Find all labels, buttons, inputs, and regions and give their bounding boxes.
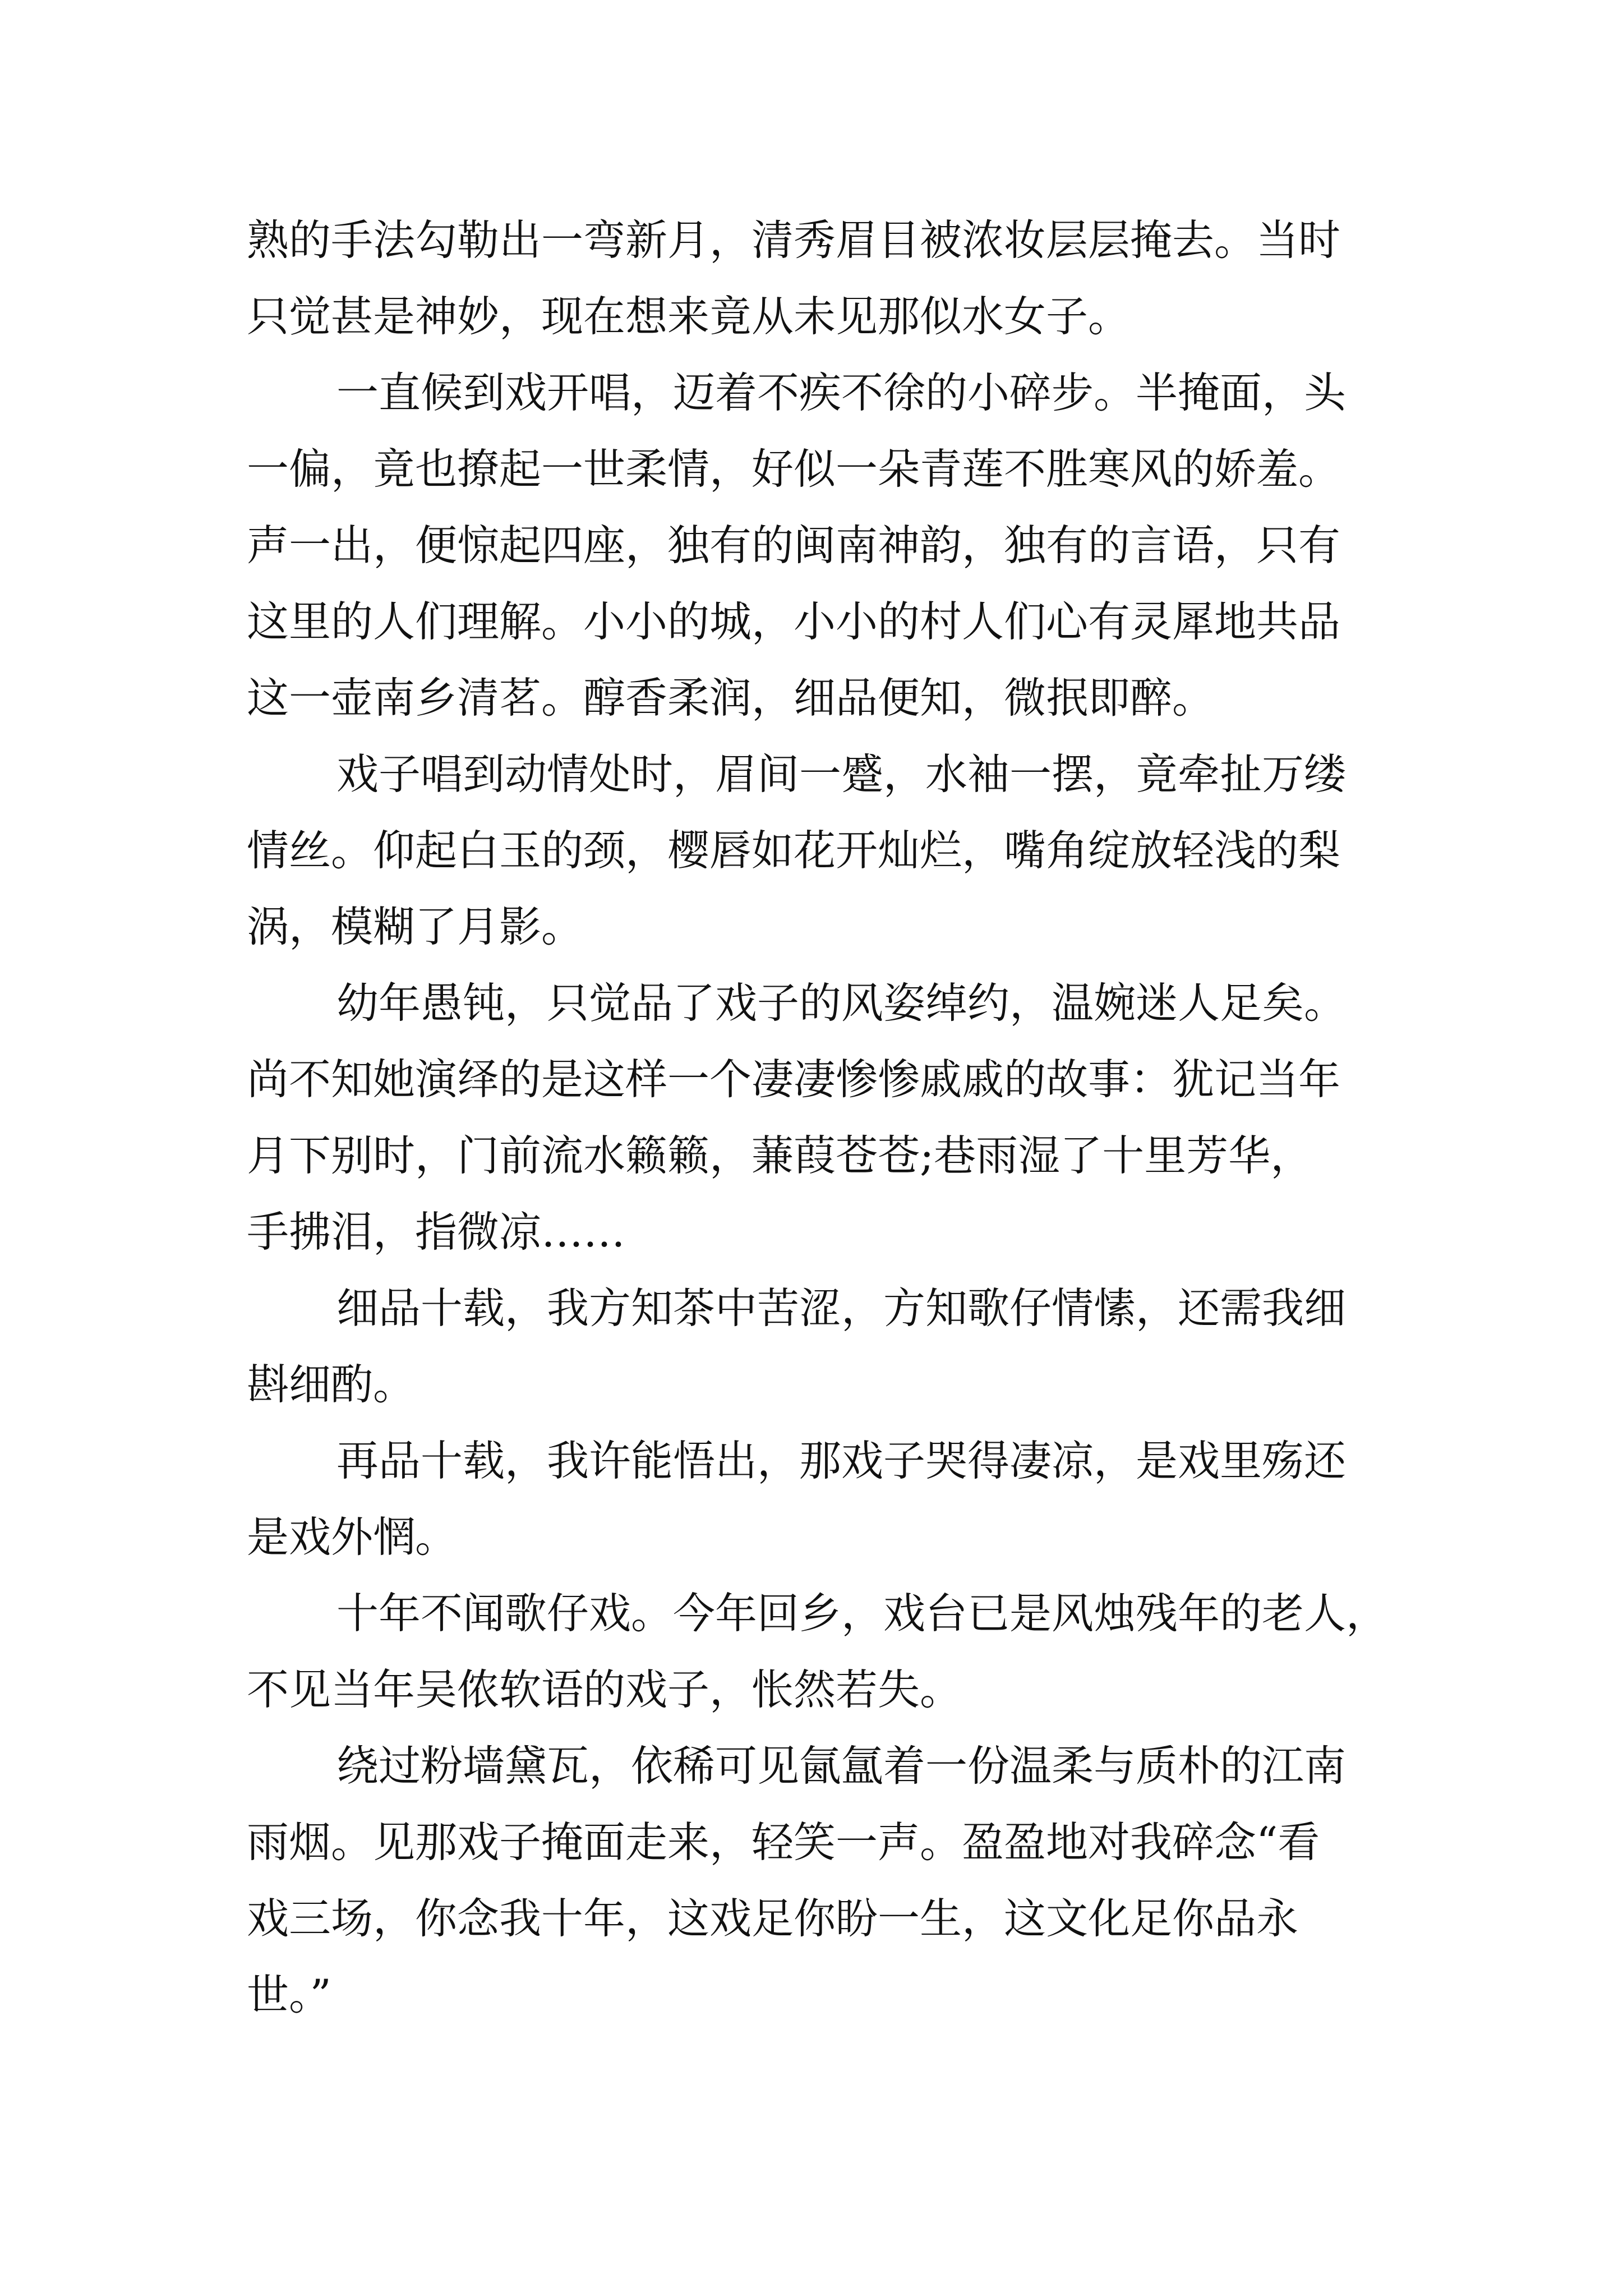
text-line: 再品十载，我许能悟出，那戏子哭得凄凉，是戏里殇还 [336, 1436, 1347, 1485]
text-line: 一偏，竟也撩起一世柔情，好似一朵青莲不胜寒风的娇羞。 [247, 444, 1341, 494]
text-line: 尚不知她演绎的是这样一个凄凄惨惨戚戚的故事：犹记当年 [247, 1055, 1341, 1104]
essay-body [247, 202, 1402, 2033]
text-line: 只觉甚是神妙，现在想来竟从未见那似水女子。 [247, 292, 1131, 341]
text-line: 是戏外惘。 [247, 1512, 458, 1562]
text-line: 情丝。仰起白玉的颈，樱唇如花开灿烂，嘴角绽放轻浅的梨 [247, 826, 1341, 875]
text-line: 幼年愚钝，只觉品了戏子的风姿绰约，温婉迷人足矣。 [336, 978, 1347, 1028]
text-line: 涡，模糊了月影。 [247, 902, 584, 951]
text-line: 细品十载，我方知茶中苦涩，方知歌仔情愫，还需我细 [336, 1283, 1347, 1333]
text-line: 声一出，便惊起四座，独有的闽南神韵，独有的言语，只有 [247, 521, 1341, 570]
text-line: 不见当年吴侬软语的戏子，怅然若失。 [247, 1665, 962, 1714]
text-line: 戏子唱到动情处时，眉间一蹙，水袖一摆，竟牵扯万缕 [336, 749, 1347, 799]
text-line: 斟细酌。 [247, 1360, 416, 1409]
text-line: 这里的人们理解。小小的城，小小的村人们心有灵犀地共品 [247, 597, 1341, 646]
text-line: 世。” [247, 1970, 331, 2019]
text-line: 雨烟。见那戏子掩面走来，轻笑一声。盈盈地对我碎念“看 [247, 1818, 1320, 1867]
text-line: 这一壶南乡清茗。醇香柔润，细品便知，微抿即醉。 [247, 673, 1215, 723]
text-line: 一直候到戏开唱，迈着不疾不徐的小碎步。半掩面，头 [336, 368, 1347, 417]
text-line: 十年不闻歌仔戏。今年回乡，戏台已是风烛残年的老人， [336, 1589, 1389, 1638]
text-line: 戏三场，你念我十年，这戏足你盼一生，这文化足你品永 [247, 1894, 1299, 1943]
text-line: 手拂泪，指微凉…… [247, 1207, 626, 1257]
text-line: 绕过粉墙黛瓦，依稀可见氤氲着一份温柔与质朴的江南 [336, 1741, 1347, 1791]
text-line: 月下别时，门前流水籁籁，蒹葭苍苍;巷雨湿了十里芳华， [247, 1131, 1313, 1180]
text-line: 熟的手法勾勒出一弯新月，清秀眉目被浓妆层层掩去。当时 [247, 215, 1341, 265]
